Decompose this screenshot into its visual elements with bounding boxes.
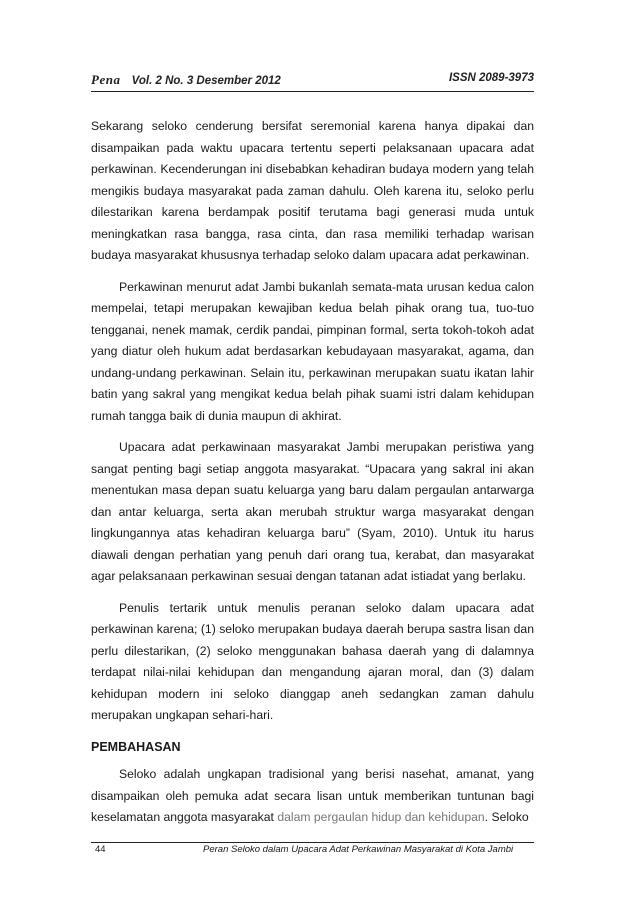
page-number: 44 bbox=[95, 844, 106, 855]
article-body bbox=[91, 116, 534, 839]
paragraph-5-grey-text: dalam pergaulan hidup dan kehidupan bbox=[277, 810, 485, 824]
running-title: Peran Seloko dalam Upacara Adat Perkawinan Masyarakat di Kota Jambi bbox=[203, 844, 514, 855]
paragraph-5-text: Seloko adalah ungkapan tradisional yang berisi nasehat, amanat, yang disampaikan oleh pemuka adat secara lisan untuk memberikan tuntunan bagi keselamatan anggota masyarakat bbox=[91, 767, 534, 824]
header-divider bbox=[91, 91, 534, 92]
page-header bbox=[91, 72, 534, 92]
paragraph-3: Upacara adat perkawinaan masyarakat Jambi merupakan peristiwa yang sangat penting bagi setiap anggota masyarakat. “Upacara yang sakral ini akan menentukan masa depan suatu keluarga yang baru dalam pergaulan antarwarga dan antar keluarga, serta akan merubah struktur warga masyarakat dengan lingkungannya atas kehadiran keluarga baru” (Syam, 2010). Untuk itu harus diawali dengan perhatian yang penuh dari orang tua, kerabat, dan masyarakat agar pelaksanaan perkawinan sesuai dengan tatanan adat istiadat yang berlaku. bbox=[91, 440, 534, 583]
section-heading: PEMBAHASAN bbox=[91, 739, 181, 754]
paragraph-2: Perkawinan menurut adat Jambi bukanlah semata-mata urusan kedua calon mempelai, tetapi merupakan kewajiban kedua belah pihak orang tua, tuo-tuo tengganai, nenek mamak, cerdik pandai, pimpinan formal, serta tokoh-tokoh adat yang diatur oleh hukum adat berdasarkan kebudayaan masyarakat, agama, dan undang-undang perkawinan. Selain itu, perkawinan merupakan suatu ikatan lahir batin yang sakral yang mengikat kedua belah pihak suami istri dalam kehidupan rumah tangga baik di dunia maupun di akhirat. bbox=[91, 279, 534, 423]
journal-issn: ISSN 2089-3973 bbox=[448, 72, 534, 84]
paragraph-1: Sekarang seloko cenderung bersifat seremonial karena hanya dipakai dan disampaikan pada waktu upacara tertentu seperti pelaksanaan upacara adat perkawinan. Kecenderungan ini disebabkan kehadiran budaya modern yang telah mengikis budaya masyarakat pada zaman dahulu. Oleh karena itu, seloko perlu dilestarikan karena berdampak positif terutama bagi generasi muda untuk meningkatkan rasa bangga, rasa cinta, dan rasa memiliki terhadap warisan budaya masyarakat khususnya terhadap seloko dalam upacara adat perkawinan. bbox=[91, 119, 534, 262]
journal-volume: Vol. 2 No. 3 Desember 2012 bbox=[131, 75, 281, 87]
paragraph-5 bbox=[91, 764, 534, 829]
journal-logo: Pena bbox=[91, 72, 121, 87]
paragraph-4: Penulis tertarik untuk menulis peranan seloko dalam upacara adat perkawinan karena; (1) seloko merupakan budaya daerah berupa sastra lisan dan perlu dilestarikan, (2) seloko menggunakan bahasa daerah yang di dalamnya terdapat nilai-nilai kehidupan dan mengandung ajaran moral, dan (3) dalam kehidupan modern ini seloko dianggap aneh sedangkan zaman dahulu merupakan ungkapan sehari-hari. bbox=[91, 600, 534, 722]
paragraph-5-end: . Seloko bbox=[484, 810, 529, 824]
footer-divider bbox=[91, 842, 534, 843]
